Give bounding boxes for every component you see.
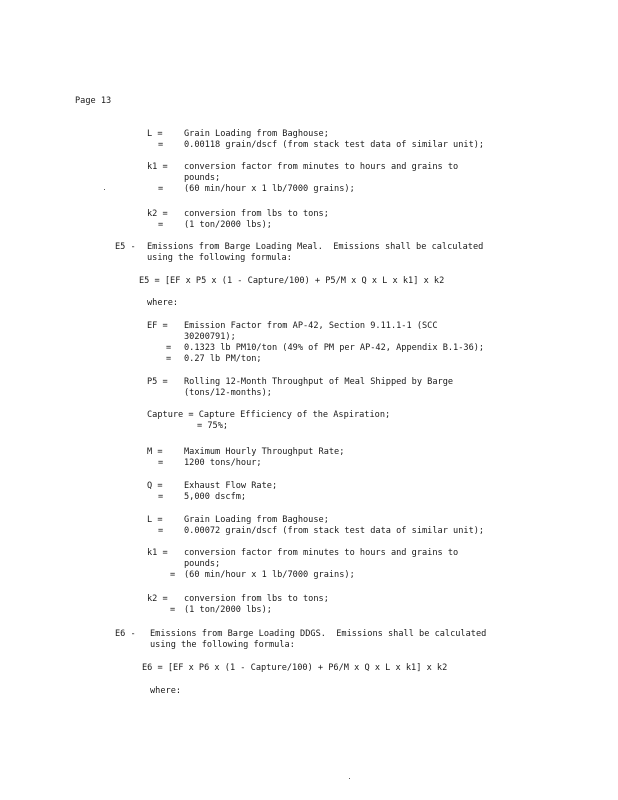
where-label: where: [147,298,179,308]
equals-sign: = [166,343,172,353]
definition-text-cont: pounds; [184,559,221,569]
capture-value: = 75%; [197,421,229,431]
symbol-E6: E6 - [115,629,136,639]
value-text: (1 ton/2000 lbs); [184,605,272,615]
definition-text: Maximum Hourly Throughput Rate; [184,447,345,457]
symbol-Q: Q = [147,481,163,491]
where-label: where: [150,686,182,696]
equals-sign: = [158,220,164,230]
symbol-M: M = [147,447,163,457]
definition-text-cont: pounds; [184,173,221,183]
equals-sign: = [170,570,176,580]
symbol-EF: EF = [147,321,168,331]
definition-text: Grain Loading from Baghouse; [184,129,329,139]
value-text: (60 min/hour x 1 lb/7000 grains); [184,570,355,580]
equals-sign: = [158,526,164,536]
definition-text: conversion factor from minutes to hours and grains to [184,548,459,558]
symbol-k2: k2 = [147,594,168,604]
formula-E6: E6 = [EF x P6 x (1 - Capture/100) + P6/M x Q x L x k1] x k2 [142,663,448,673]
value-text: 0.00118 grain/dscf (from stack test data of similar unit); [184,140,485,150]
value-text: (60 min/hour x 1 lb/7000 grains); [184,184,355,194]
definition-text-cont: 30200791); [184,332,236,342]
definition-text: conversion from lbs to tons; [184,594,329,604]
equals-sign: = [158,492,164,502]
value-text: 0.1323 lb PM10/ton (49% of PM per AP-42, Appendix B.1-36); [184,343,485,353]
symbol-L: L = [147,515,163,525]
definition-text: Rolling 12-Month Throughput of Meal Shipped by Barge [184,377,454,387]
paragraph-text-cont: using the following formula: [150,640,295,650]
definition-text: conversion factor from minutes to hours and grains to [184,162,459,172]
definition-text-cont: (tons/12-months); [184,388,272,398]
formula-E5: E5 = [EF x P5 x (1 - Capture/100) + P5/M x Q x L x k1] x k2 [139,276,445,286]
symbol-k1: k1 = [147,548,168,558]
scan-speck [349,778,350,779]
value-text: 0.00072 grain/dscf (from stack test data of similar unit); [184,526,485,536]
value-text: 0.27 lb PM/ton; [184,354,262,364]
paragraph-text: Emissions from Barge Loading Meal. Emissions shall be calculated [147,242,484,252]
symbol-k1: k1 = [147,162,168,172]
equals-sign: = [158,184,164,194]
symbol-E5: E5 - [115,242,136,252]
symbol-P5: P5 = [147,377,168,387]
scan-speck [104,189,105,190]
definition-text: Grain Loading from Baghouse; [184,515,329,525]
equals-sign: = [158,140,164,150]
paragraph-text: Emissions from Barge Loading DDGS. Emissions shall be calculated [150,629,487,639]
value-text: 5,000 dscfm; [184,492,247,502]
value-text: 1200 tons/hour; [184,458,262,468]
paragraph-text-cont: using the following formula: [147,253,292,263]
equals-sign: = [166,354,172,364]
equals-sign: = [158,458,164,468]
page-number: Page 13 [75,96,112,106]
equals-sign: = [170,605,176,615]
definition-text: Exhaust Flow Rate; [184,481,278,491]
capture-definition: Capture = Capture Efficiency of the Aspiration; [147,410,391,420]
value-text: (1 ton/2000 lbs); [184,220,272,230]
definition-text: conversion from lbs to tons; [184,209,329,219]
symbol-L: L = [147,129,163,139]
definition-text: Emission Factor from AP-42, Section 9.11.1-1 (SCC [184,321,438,331]
symbol-k2: k2 = [147,209,168,219]
